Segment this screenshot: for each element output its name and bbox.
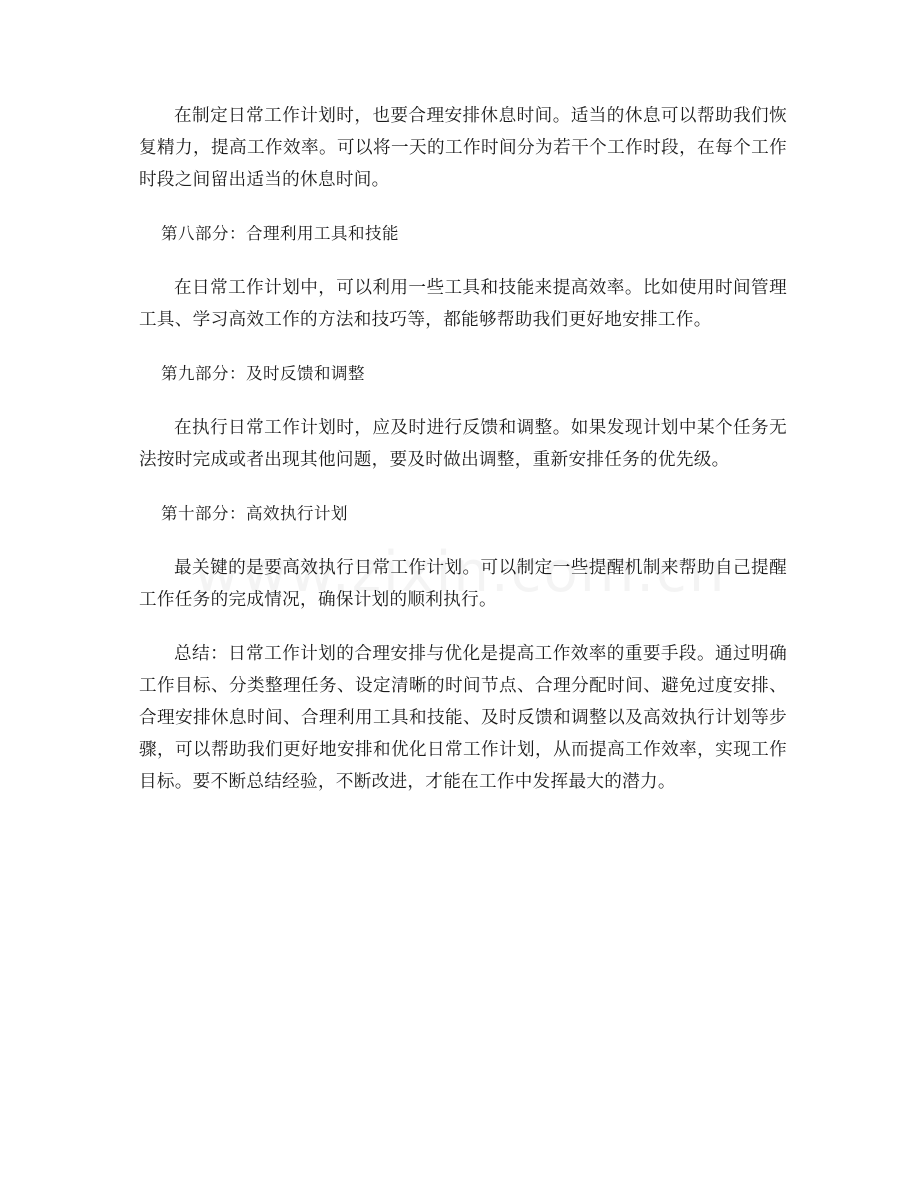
section-heading-10: 第十部分：高效执行计划 [161,504,348,523]
section-heading-8: 第八部分：合理利用工具和技能 [161,224,399,243]
paragraph-feedback-adjust: 在执行日常工作计划时，应及时进行反馈和调整。如果发现计划中某个任务无法按时完成或者出现其他问题，要及时做出调整，重新安排任务的优先级。 [139,418,787,470]
paragraph-efficient-execution: 最关键的是要高效执行日常工作计划。可以制定一些提醒机制来帮助自己提醒工作任务的完成情况，确保计划的顺利执行。 [139,558,787,610]
document-body [139,100,787,820]
paragraph-rest-time: 在制定日常工作计划时，也要合理安排休息时间。适当的休息可以帮助我们恢复精力，提高工作效率。可以将一天的工作时间分为若干个工作时段，在每个工作时段之间留出适当的休息时间。 [139,106,787,190]
paragraph-tools-skills: 在日常工作计划中，可以利用一些工具和技能来提高效率。比如使用时间管理工具、学习高效工作的方法和技巧等，都能够帮助我们更好地安排工作。 [139,278,787,330]
paragraph-summary: 总结：日常工作计划的合理安排与优化是提高工作效率的重要手段。通过明确工作目标、分类整理任务、设定清晰的时间节点、合理分配时间、避免过度安排、合理安排休息时间、合理利用工具和技能、及时反馈和调整以及高效执行计划等步骤，可以帮助我们更好地安排和优化日常工作计划，从而提高工作效率，实现工作目标。要不断总结经验，不断改进，才能在工作中发挥最大的潜力。 [139,644,787,792]
section-heading-9: 第九部分：及时反馈和调整 [161,364,365,383]
